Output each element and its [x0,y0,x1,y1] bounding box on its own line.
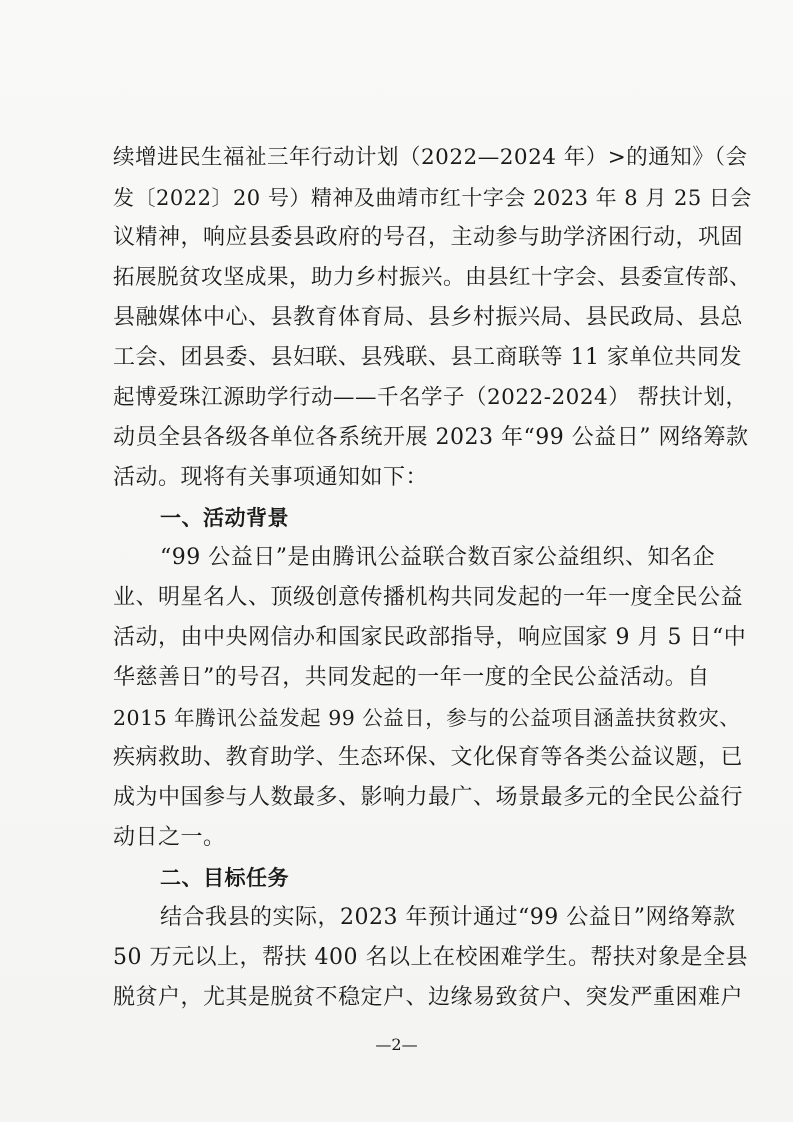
paragraph-line: 动日之一。 [113,825,226,850]
paragraph-line: 发〔2022〕20 号）精神及曲靖市红十字会 2023 年 8 月 25 日会 [113,186,752,210]
paragraph-line: 拓展脱贫攻坚成果，助力乡村振兴。由县红十字会、县委宣传部、 [113,265,752,290]
paragraph-line: “99 公益日”是由腾讯公益联合数百家公益组织、知名企 [160,545,715,570]
paragraph-line: 起博爱珠江源助学行动——千名学子（2022-2024） 帮扶计划， [113,385,748,410]
paragraph-line: 活动。现将有关事项通知如下： [113,465,429,490]
paragraph-line: 业、明星名人、顶级创意传播机构共同发起的一年一度全民公益 [113,585,744,610]
section-heading: 一、活动背景 [160,506,289,530]
paragraph-line: 动员全县各级各单位各系统开展 2023 年“99 公益日” 网络筹款 [113,425,749,450]
paragraph-line: 活动，由中央网信办和国家民政部指导，响应国家 9 月 5 日“中 [113,625,747,650]
paragraph-line: 50 万元以上，帮扶 400 名以上在校困难学生。帮扶对象是全县 [113,945,748,970]
paragraph-line: 结合我县的实际，2023 年预计通过“99 公益日”网络筹款 [160,905,736,930]
paragraph-line: 续增进民生福祉三年行动计划（2022—2024 年）>的通知》（会 [113,145,748,170]
paragraph-line: 议精神，响应县委县政府的号召，主动参与助学济困行动，巩固 [113,225,744,250]
paragraph-line: 疾病救助、教育助学、生态环保、文化保育等各类公益议题，已 [113,745,744,770]
section-heading: 二、目标任务 [160,866,289,890]
paragraph-line: 县融媒体中心、县教育体育局、县乡村振兴局、县民政局、县总 [113,305,744,330]
paragraph-line: 华慈善日”的号召，共同发起的一年一度的全民公益活动。自 [113,665,710,690]
paragraph-line: 工会、团县委、县妇联、县残联、县工商联等 11 家单位共同发 [113,345,742,370]
paragraph-line: 脱贫户，尤其是脱贫不稳定户、边缘易致贫户、突发严重困难户 [113,985,744,1010]
paragraph-line: 成为中国参与人数最多、影响力最广、场景最多元的全民公益行 [113,785,744,810]
paragraph-line: 2015 年腾讯公益发起 99 公益日，参与的公益项目涵盖扶贫救灾、 [113,706,741,730]
page-number: —2— [375,1035,418,1054]
